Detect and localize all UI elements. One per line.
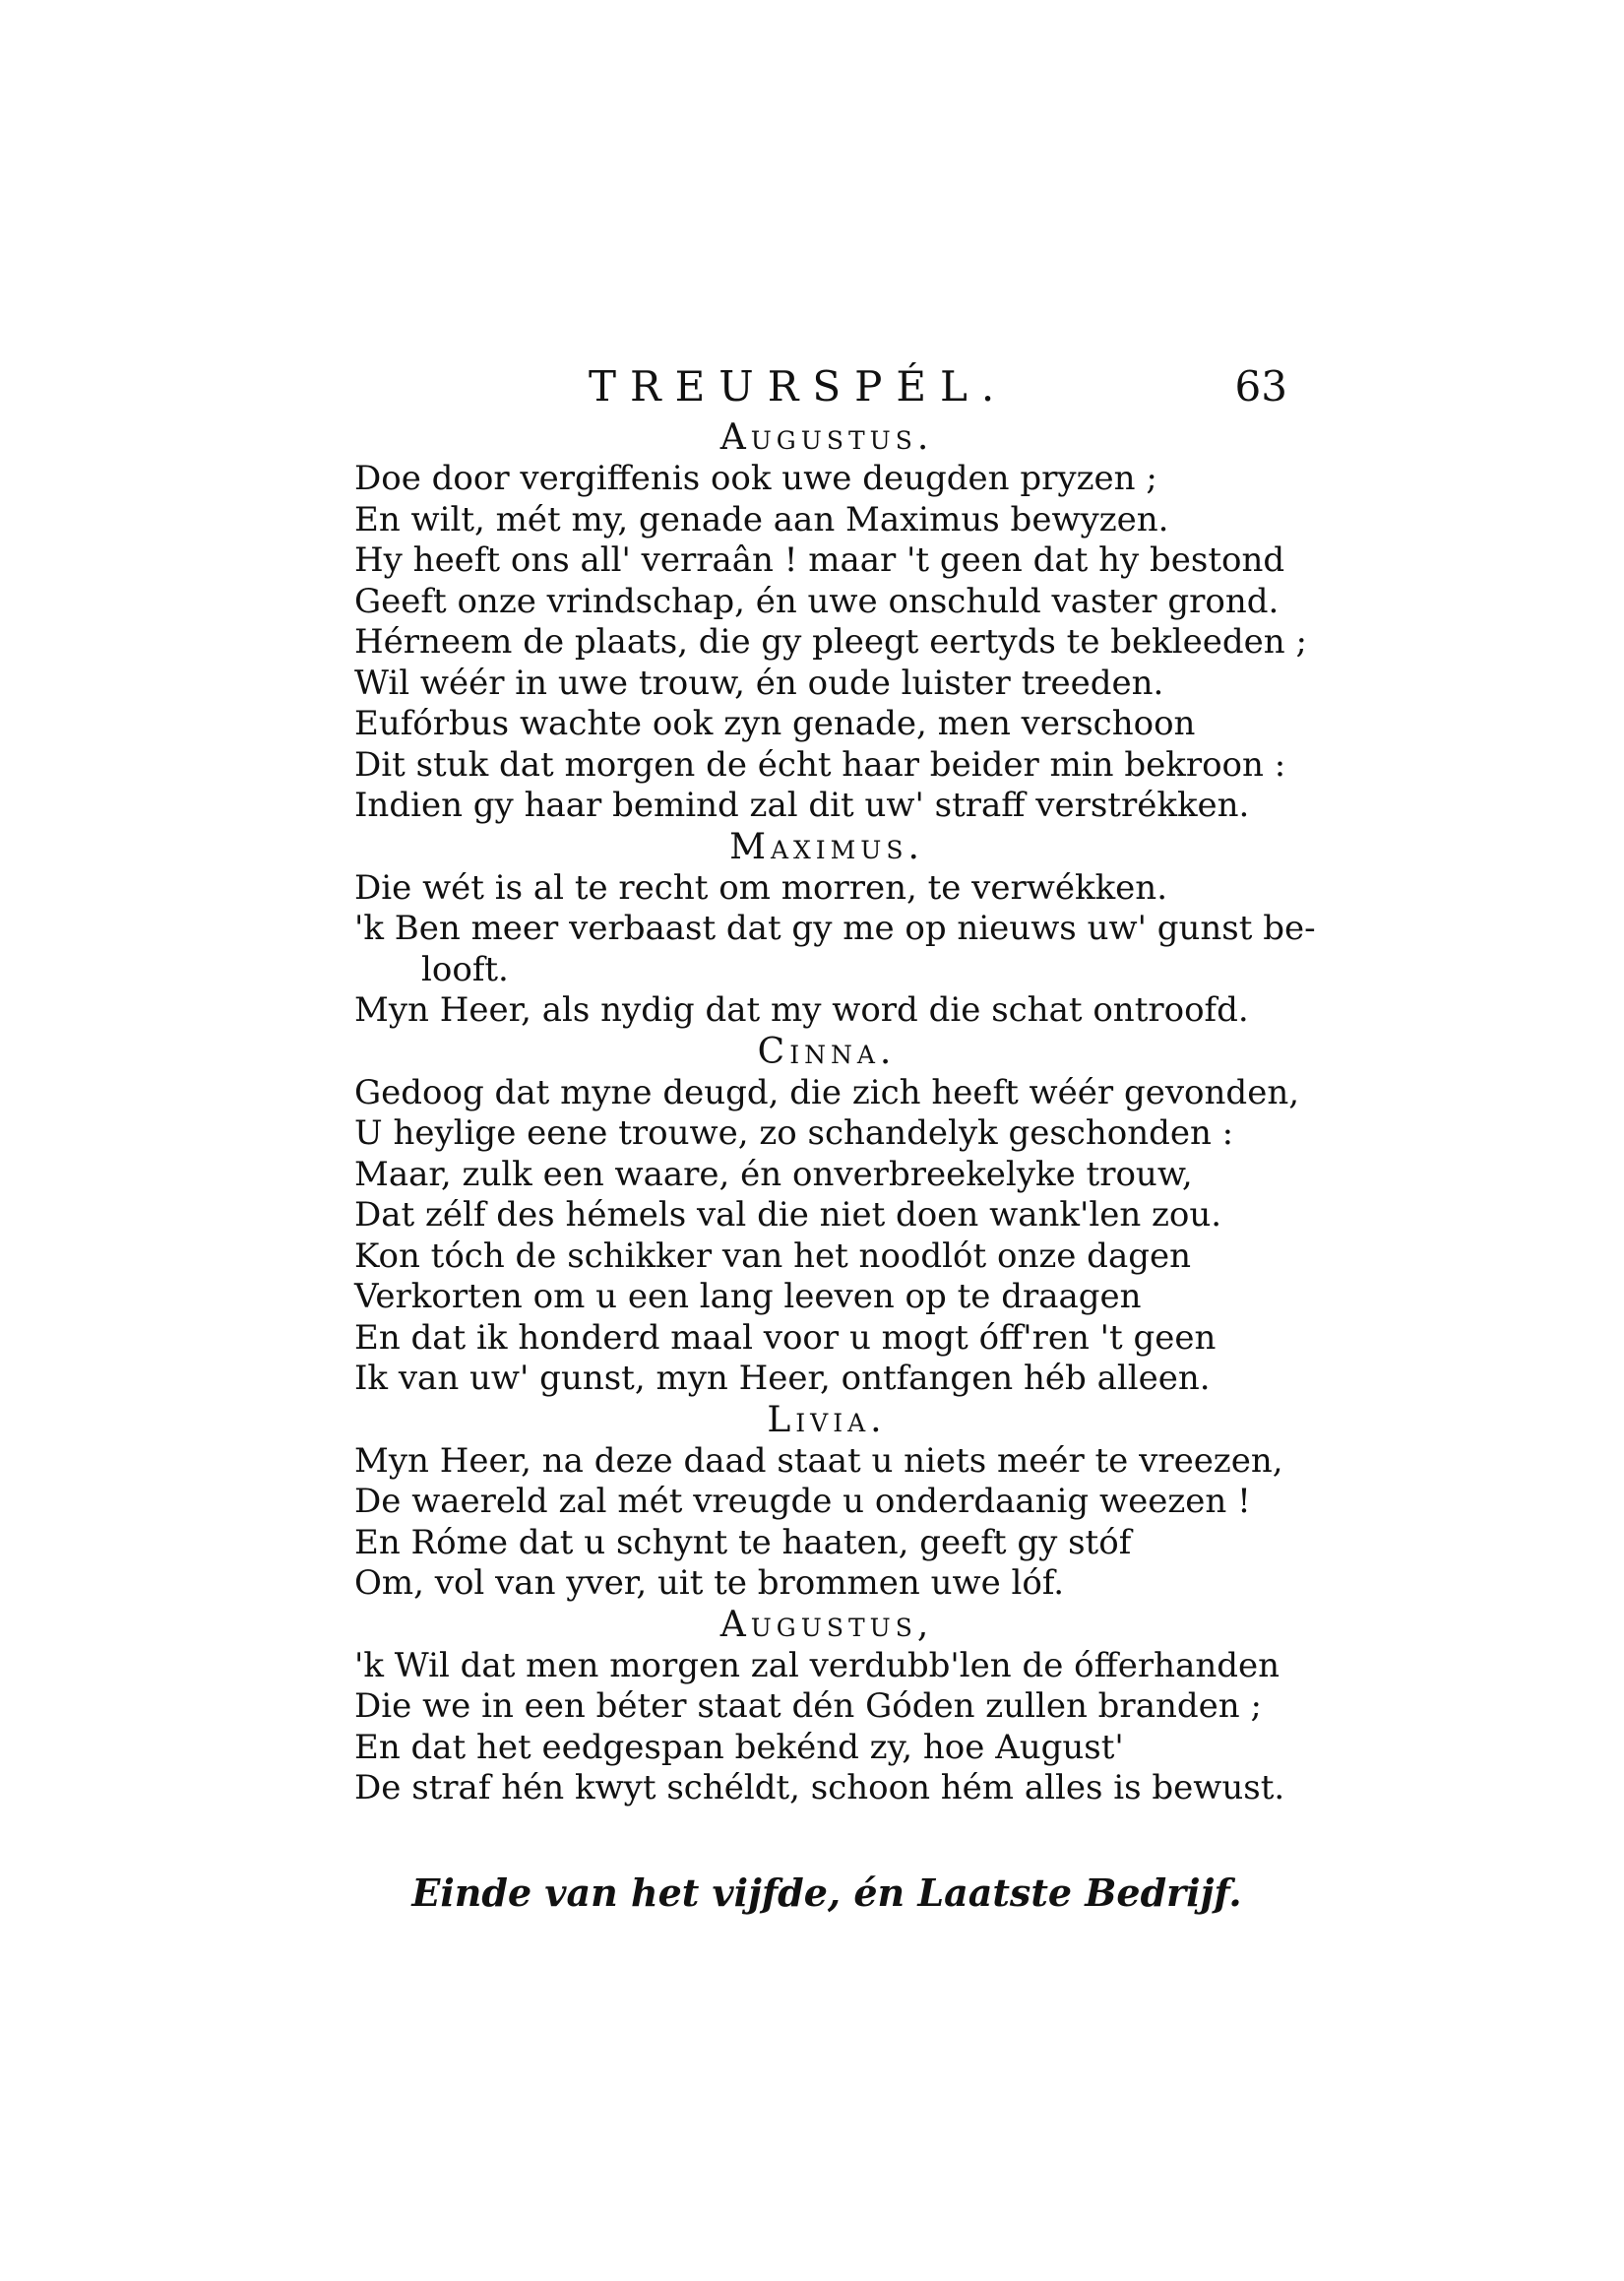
running-title: TREURSPÉL.	[589, 362, 1009, 411]
verse-line: Dat zélf des hémels val die niet doen wank'len zou.	[354, 1195, 1222, 1235]
verse-line: Wil wéér in uwe trouw, én oude luister treeden.	[354, 663, 1164, 703]
speaker-name: Augustus,	[719, 1604, 934, 1645]
verse-line: Geeft onze vrindschap, én uwe onschuld vaster grond.	[354, 581, 1280, 621]
verse-line: Hérneem de plaats, die gy pleegt eertyds te bekleeden ;	[354, 622, 1307, 662]
verse-line: Eufórbus wachte ook zyn genade, men verschoon	[354, 704, 1196, 743]
running-head	[354, 362, 1299, 421]
verse-line: Myn Heer, als nydig dat my word die schat ontroofd.	[354, 990, 1249, 1030]
speaker-name: Maximus.	[729, 826, 924, 867]
verse-line: Gedoog dat myne deugd, die zich heeft wéér gevonden,	[354, 1072, 1300, 1112]
verse-line: Doe door vergiffenis ook uwe deugden pryzen ;	[354, 459, 1157, 498]
verse-line: En wilt, mét my, genade aan Maximus bewyzen.	[354, 499, 1169, 539]
verse-line: En Róme dat u schynt te haaten, geeft gy stóf	[354, 1522, 1132, 1562]
speaker-name: Cinna.	[757, 1031, 897, 1072]
speech	[354, 826, 1316, 1032]
verse-line: U heylige eene trouwe, zo schandelyk geschonden :	[354, 1113, 1234, 1153]
verse-line: Kon tóch de schikker van het noodlót onze dagen	[354, 1236, 1191, 1276]
verse-line: En dat ik honderd maal voor u mogt óff'ren 't geen	[354, 1317, 1217, 1358]
verse-line: Ik van uw' gunst, myn Heer, ontfangen héb alleen.	[354, 1359, 1211, 1398]
verse-line: Verkorten om u een lang leeven op te draagen	[354, 1277, 1142, 1316]
verse-line: Die we in een béter staat dén Góden zullen branden ;	[354, 1686, 1262, 1726]
verse-line: Die wét is al te recht om morren, te verwékken.	[354, 867, 1168, 908]
speaker-name: Livia.	[767, 1399, 887, 1440]
verse-line: 'k Wil dat men morgen zal verdubb'len de ófferhanden	[354, 1645, 1280, 1685]
verse-text-block	[354, 417, 1316, 1809]
verse-line: 'k Ben meer verbaast dat gy me op nieuws uw' gunst be-	[354, 909, 1316, 948]
speech	[354, 417, 1307, 827]
verse-line: Dit stuk dat morgen de écht haar beider min bekroon :	[354, 744, 1286, 785]
verse-line: Maar, zulk een waare, én onverbreekelyke trouw,	[354, 1154, 1193, 1194]
verse-line: Om, vol van yver, uit te brommen uwe lóf.	[354, 1563, 1065, 1603]
page-number: 63	[1234, 362, 1287, 411]
speech	[354, 1032, 1299, 1400]
speech	[354, 1400, 1299, 1605]
verse-line: Myn Heer, na deze daad staat u niets meér te vreezen,	[354, 1440, 1283, 1481]
verse-line: De waereld zal mét vreugde u onderdaanig weezen !	[354, 1482, 1251, 1521]
verse-line: De straf hén kwyt schéldt, schoon hém alles is bewust.	[354, 1768, 1285, 1807]
verse-line: looft.	[421, 949, 509, 989]
verse-line: Hy heeft ons all' verraân ! maar 't geen dat hy bestond	[354, 540, 1285, 580]
speaker-name: Augustus.	[719, 417, 934, 458]
verse-line: Indien gy haar bemind zal dit uw' straff verstrékken.	[354, 786, 1250, 825]
speech	[354, 1605, 1299, 1809]
verse-line: En dat het eedgespan bekénd zy, hoe August'	[354, 1727, 1124, 1767]
act-closing-line: Einde van het vijfde, én Laatste Bedrijf.	[411, 1870, 1242, 1915]
